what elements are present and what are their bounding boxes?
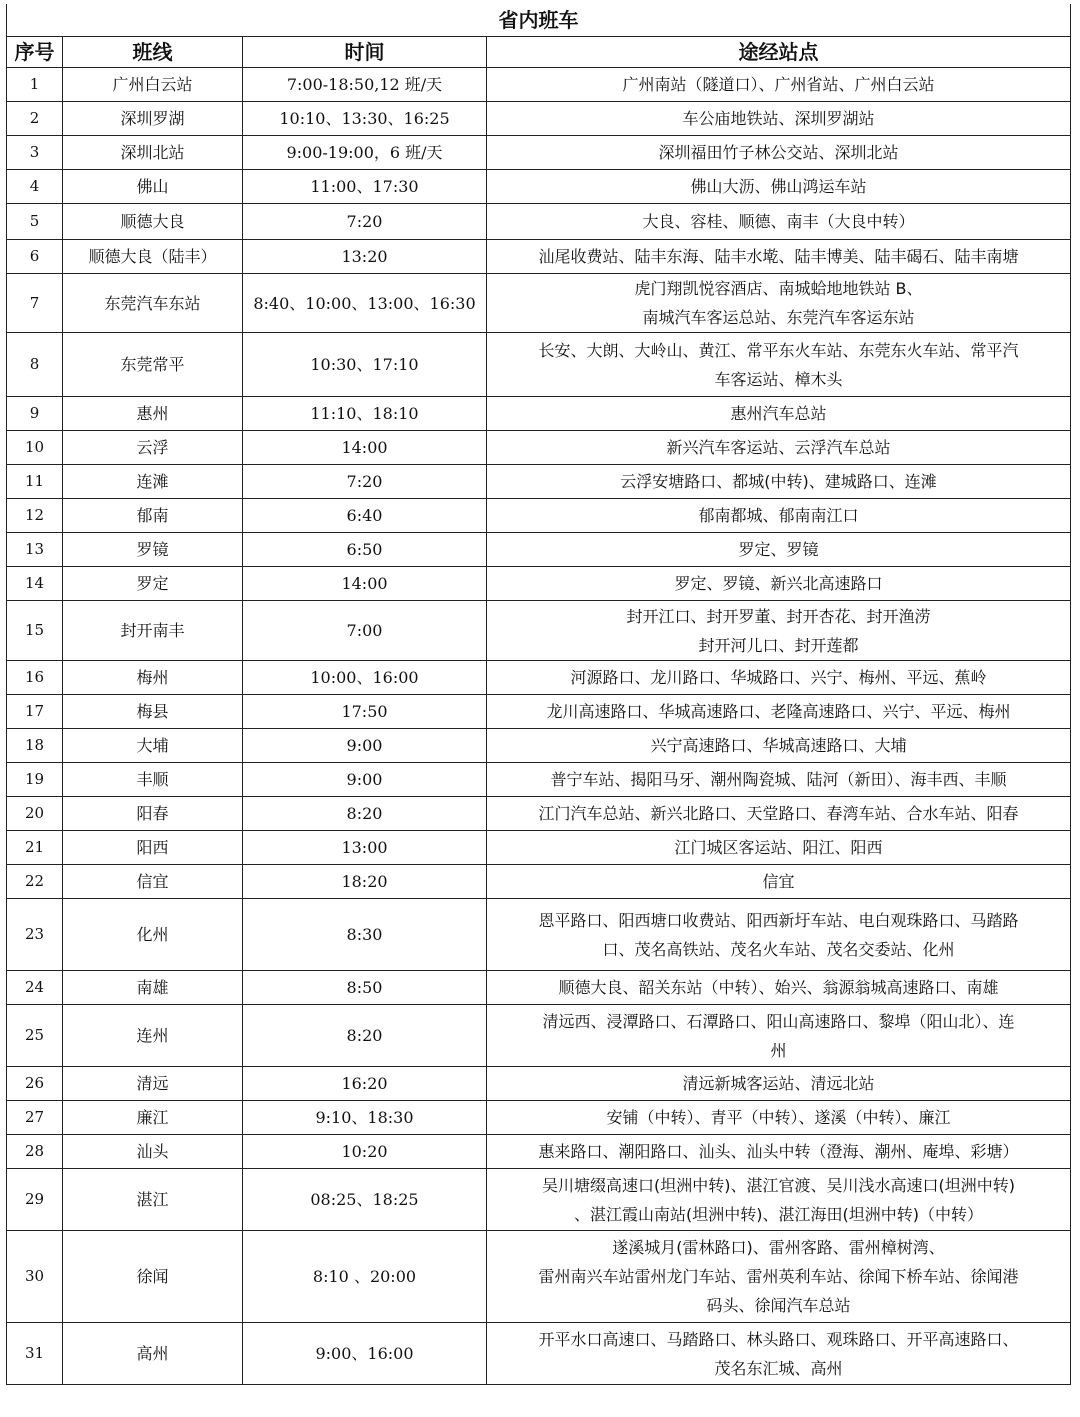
row-route: 信宜 [63, 865, 243, 899]
row-route: 梅州 [63, 661, 243, 695]
table-row [7, 397, 1071, 431]
row-number: 25 [7, 1005, 63, 1067]
row-number: 24 [7, 971, 63, 1005]
table-row [7, 695, 1071, 729]
row-route: 广州白云站 [63, 68, 243, 102]
table-title: 省内班车 [7, 4, 1071, 37]
table-row [7, 1231, 1071, 1323]
table-row [7, 240, 1071, 274]
row-time: 10:10、13:30、16:25 [243, 102, 487, 136]
row-route: 高州 [63, 1323, 243, 1385]
table-row [7, 170, 1071, 204]
title-row [7, 4, 1071, 37]
header-time: 时间 [243, 37, 487, 68]
header-route: 班线 [63, 37, 243, 68]
row-stops: 佛山大沥、佛山鸿运车站 [487, 170, 1071, 204]
table-row [7, 899, 1071, 971]
row-time: 9:10、18:30 [243, 1101, 487, 1135]
row-time: 11:00、17:30 [243, 170, 487, 204]
row-stops: 吴川塘缀高速口(坦洲中转)、湛江官渡、吴川浅水高速口(坦洲中转) 、湛江霞山南站(坦洲中转)、湛江海田(坦洲中转)（中转） [487, 1169, 1071, 1231]
table-row [7, 136, 1071, 170]
table-row [7, 1135, 1071, 1169]
row-stops: 江门汽车总站、新兴北路口、天堂路口、春湾车站、合水车站、阳春 [487, 797, 1071, 831]
table-row [7, 1323, 1071, 1385]
header-row [7, 37, 1071, 68]
table-row [7, 601, 1071, 661]
row-number: 18 [7, 729, 63, 763]
row-number: 4 [7, 170, 63, 204]
row-time: 8:20 [243, 797, 487, 831]
row-route: 罗定 [63, 567, 243, 601]
row-time: 8:50 [243, 971, 487, 1005]
row-route: 清远 [63, 1067, 243, 1101]
row-route: 东莞常平 [63, 333, 243, 397]
table-row [7, 763, 1071, 797]
row-route: 徐闻 [63, 1231, 243, 1323]
table-row [7, 333, 1071, 397]
row-route: 连滩 [63, 465, 243, 499]
table-row [7, 831, 1071, 865]
row-stops: 虎门翔凯悦容酒店、南城蛤地地铁站 B、 南城汽车客运总站、东莞汽车客运东站 [487, 274, 1071, 333]
row-route: 廉江 [63, 1101, 243, 1135]
bus-schedule-table [6, 4, 1071, 1385]
row-number: 15 [7, 601, 63, 661]
row-route: 汕头 [63, 1135, 243, 1169]
row-route: 丰顺 [63, 763, 243, 797]
row-number: 5 [7, 204, 63, 240]
row-route: 化州 [63, 899, 243, 971]
table-row [7, 1101, 1071, 1135]
row-time: 8:40、10:00、13:00、16:30 [243, 274, 487, 333]
table-row [7, 1169, 1071, 1231]
row-stops: 龙川高速路口、华城高速路口、老隆高速路口、兴宁、平远、梅州 [487, 695, 1071, 729]
row-number: 22 [7, 865, 63, 899]
row-time: 10:00、16:00 [243, 661, 487, 695]
row-number: 3 [7, 136, 63, 170]
row-number: 27 [7, 1101, 63, 1135]
row-number: 30 [7, 1231, 63, 1323]
row-stops: 车公庙地铁站、深圳罗湖站 [487, 102, 1071, 136]
row-route: 阳春 [63, 797, 243, 831]
row-number: 21 [7, 831, 63, 865]
table-row [7, 102, 1071, 136]
row-number: 29 [7, 1169, 63, 1231]
table-row [7, 204, 1071, 240]
row-stops: 罗定、罗镜 [487, 533, 1071, 567]
row-stops: 兴宁高速路口、华城高速路口、大埔 [487, 729, 1071, 763]
row-time: 7:00 [243, 601, 487, 661]
row-stops: 长安、大朗、大岭山、黄江、常平东火车站、东莞东火车站、常平汽 车客运站、樟木头 [487, 333, 1071, 397]
table-row [7, 68, 1071, 102]
row-route: 郁南 [63, 499, 243, 533]
row-stops: 惠州汽车总站 [487, 397, 1071, 431]
row-number: 6 [7, 240, 63, 274]
row-time: 8:30 [243, 899, 487, 971]
row-stops: 清远西、浸潭路口、石潭路口、阳山高速路口、黎埠（阳山北）、连 州 [487, 1005, 1071, 1067]
row-time: 10:20 [243, 1135, 487, 1169]
row-number: 9 [7, 397, 63, 431]
row-stops: 封开江口、封开罗董、封开杏花、封开渔涝 封开河儿口、封开莲都 [487, 601, 1071, 661]
row-time: 10:30、17:10 [243, 333, 487, 397]
row-time: 11:10、18:10 [243, 397, 487, 431]
row-route: 大埔 [63, 729, 243, 763]
row-time: 9:00 [243, 729, 487, 763]
row-stops: 顺德大良、韶关东站（中转）、始兴、翁源翁城高速路口、南雄 [487, 971, 1071, 1005]
table-row [7, 567, 1071, 601]
row-stops: 开平水口高速口、马踏路口、林头路口、观珠路口、开平高速路口、 茂名东汇城、高州 [487, 1323, 1071, 1385]
row-number: 12 [7, 499, 63, 533]
table-row [7, 797, 1071, 831]
row-time: 6:50 [243, 533, 487, 567]
row-number: 11 [7, 465, 63, 499]
row-stops: 遂溪城月(雷林路口)、雷州客路、雷州樟树湾、 雷州南兴车站雷州龙门车站、雷州英利车站、徐闻下桥车站、徐闻港 码头、徐闻汽车总站 [487, 1231, 1071, 1323]
row-time: 08:25、18:25 [243, 1169, 487, 1231]
row-stops: 信宜 [487, 865, 1071, 899]
row-route: 惠州 [63, 397, 243, 431]
row-route: 南雄 [63, 971, 243, 1005]
row-number: 26 [7, 1067, 63, 1101]
row-stops: 安铺（中转）、青平（中转）、遂溪（中转）、廉江 [487, 1101, 1071, 1135]
row-route: 阳西 [63, 831, 243, 865]
header-number: 序号 [7, 37, 63, 68]
row-number: 31 [7, 1323, 63, 1385]
table-row [7, 661, 1071, 695]
row-route: 深圳北站 [63, 136, 243, 170]
row-time: 14:00 [243, 567, 487, 601]
row-route: 罗镜 [63, 533, 243, 567]
row-route: 深圳罗湖 [63, 102, 243, 136]
row-stops: 郁南都城、郁南南江口 [487, 499, 1071, 533]
row-stops: 汕尾收费站、陆丰东海、陆丰水墘、陆丰博美、陆丰碣石、陆丰南塘 [487, 240, 1071, 274]
row-route: 顺德大良 [63, 204, 243, 240]
row-route: 湛江 [63, 1169, 243, 1231]
table-body [7, 68, 1071, 1385]
row-stops: 广州南站（隧道口）、广州省站、广州白云站 [487, 68, 1071, 102]
table-row [7, 274, 1071, 333]
table-row [7, 729, 1071, 763]
row-number: 28 [7, 1135, 63, 1169]
row-route: 顺德大良（陆丰） [63, 240, 243, 274]
row-route: 东莞汽车东站 [63, 274, 243, 333]
row-number: 14 [7, 567, 63, 601]
row-time: 7:00-18:50,12 班/天 [243, 68, 487, 102]
row-time: 8:20 [243, 1005, 487, 1067]
row-stops: 清远新城客运站、清远北站 [487, 1067, 1071, 1101]
schedule-document [6, 4, 1070, 1385]
header-stops: 途经站点 [487, 37, 1071, 68]
row-number: 13 [7, 533, 63, 567]
row-route: 云浮 [63, 431, 243, 465]
row-number: 8 [7, 333, 63, 397]
row-time: 16:20 [243, 1067, 487, 1101]
row-time: 9:00、16:00 [243, 1323, 487, 1385]
row-number: 2 [7, 102, 63, 136]
row-number: 1 [7, 68, 63, 102]
row-stops: 普宁车站、揭阳马牙、潮州陶瓷城、陆河（新田）、海丰西、丰顺 [487, 763, 1071, 797]
row-time: 9:00-19:00，6 班/天 [243, 136, 487, 170]
row-time: 7:20 [243, 465, 487, 499]
row-number: 23 [7, 899, 63, 971]
row-stops: 新兴汽车客运站、云浮汽车总站 [487, 431, 1071, 465]
table-row [7, 499, 1071, 533]
row-number: 7 [7, 274, 63, 333]
table-row [7, 971, 1071, 1005]
row-route: 佛山 [63, 170, 243, 204]
row-number: 19 [7, 763, 63, 797]
row-stops: 罗定、罗镜、新兴北高速路口 [487, 567, 1071, 601]
row-time: 14:00 [243, 431, 487, 465]
table-row [7, 865, 1071, 899]
row-stops: 云浮安塘路口、都城(中转)、建城路口、连滩 [487, 465, 1071, 499]
table-row [7, 1067, 1071, 1101]
row-time: 8:10 、20:00 [243, 1231, 487, 1323]
row-time: 13:00 [243, 831, 487, 865]
row-number: 20 [7, 797, 63, 831]
row-time: 9:00 [243, 763, 487, 797]
row-stops: 河源路口、龙川路口、华城路口、兴宁、梅州、平远、蕉岭 [487, 661, 1071, 695]
row-number: 16 [7, 661, 63, 695]
table-row [7, 1005, 1071, 1067]
row-stops: 深圳福田竹子林公交站、深圳北站 [487, 136, 1071, 170]
table-row [7, 533, 1071, 567]
row-route: 连州 [63, 1005, 243, 1067]
row-route: 封开南丰 [63, 601, 243, 661]
row-time: 18:20 [243, 865, 487, 899]
table-row [7, 431, 1071, 465]
row-stops: 大良、容桂、顺德、南丰（大良中转） [487, 204, 1071, 240]
table-row [7, 465, 1071, 499]
row-number: 10 [7, 431, 63, 465]
row-stops: 恩平路口、阳西塘口收费站、阳西新圩车站、电白观珠路口、马踏路 口、茂名高铁站、茂名火车站、茂名交委站、化州 [487, 899, 1071, 971]
row-route: 梅县 [63, 695, 243, 729]
row-time: 6:40 [243, 499, 487, 533]
row-stops: 江门城区客运站、阳江、阳西 [487, 831, 1071, 865]
row-time: 13:20 [243, 240, 487, 274]
row-time: 17:50 [243, 695, 487, 729]
row-stops: 惠来路口、潮阳路口、汕头、汕头中转（澄海、潮州、庵埠、彩塘） [487, 1135, 1071, 1169]
row-time: 7:20 [243, 204, 487, 240]
row-number: 17 [7, 695, 63, 729]
